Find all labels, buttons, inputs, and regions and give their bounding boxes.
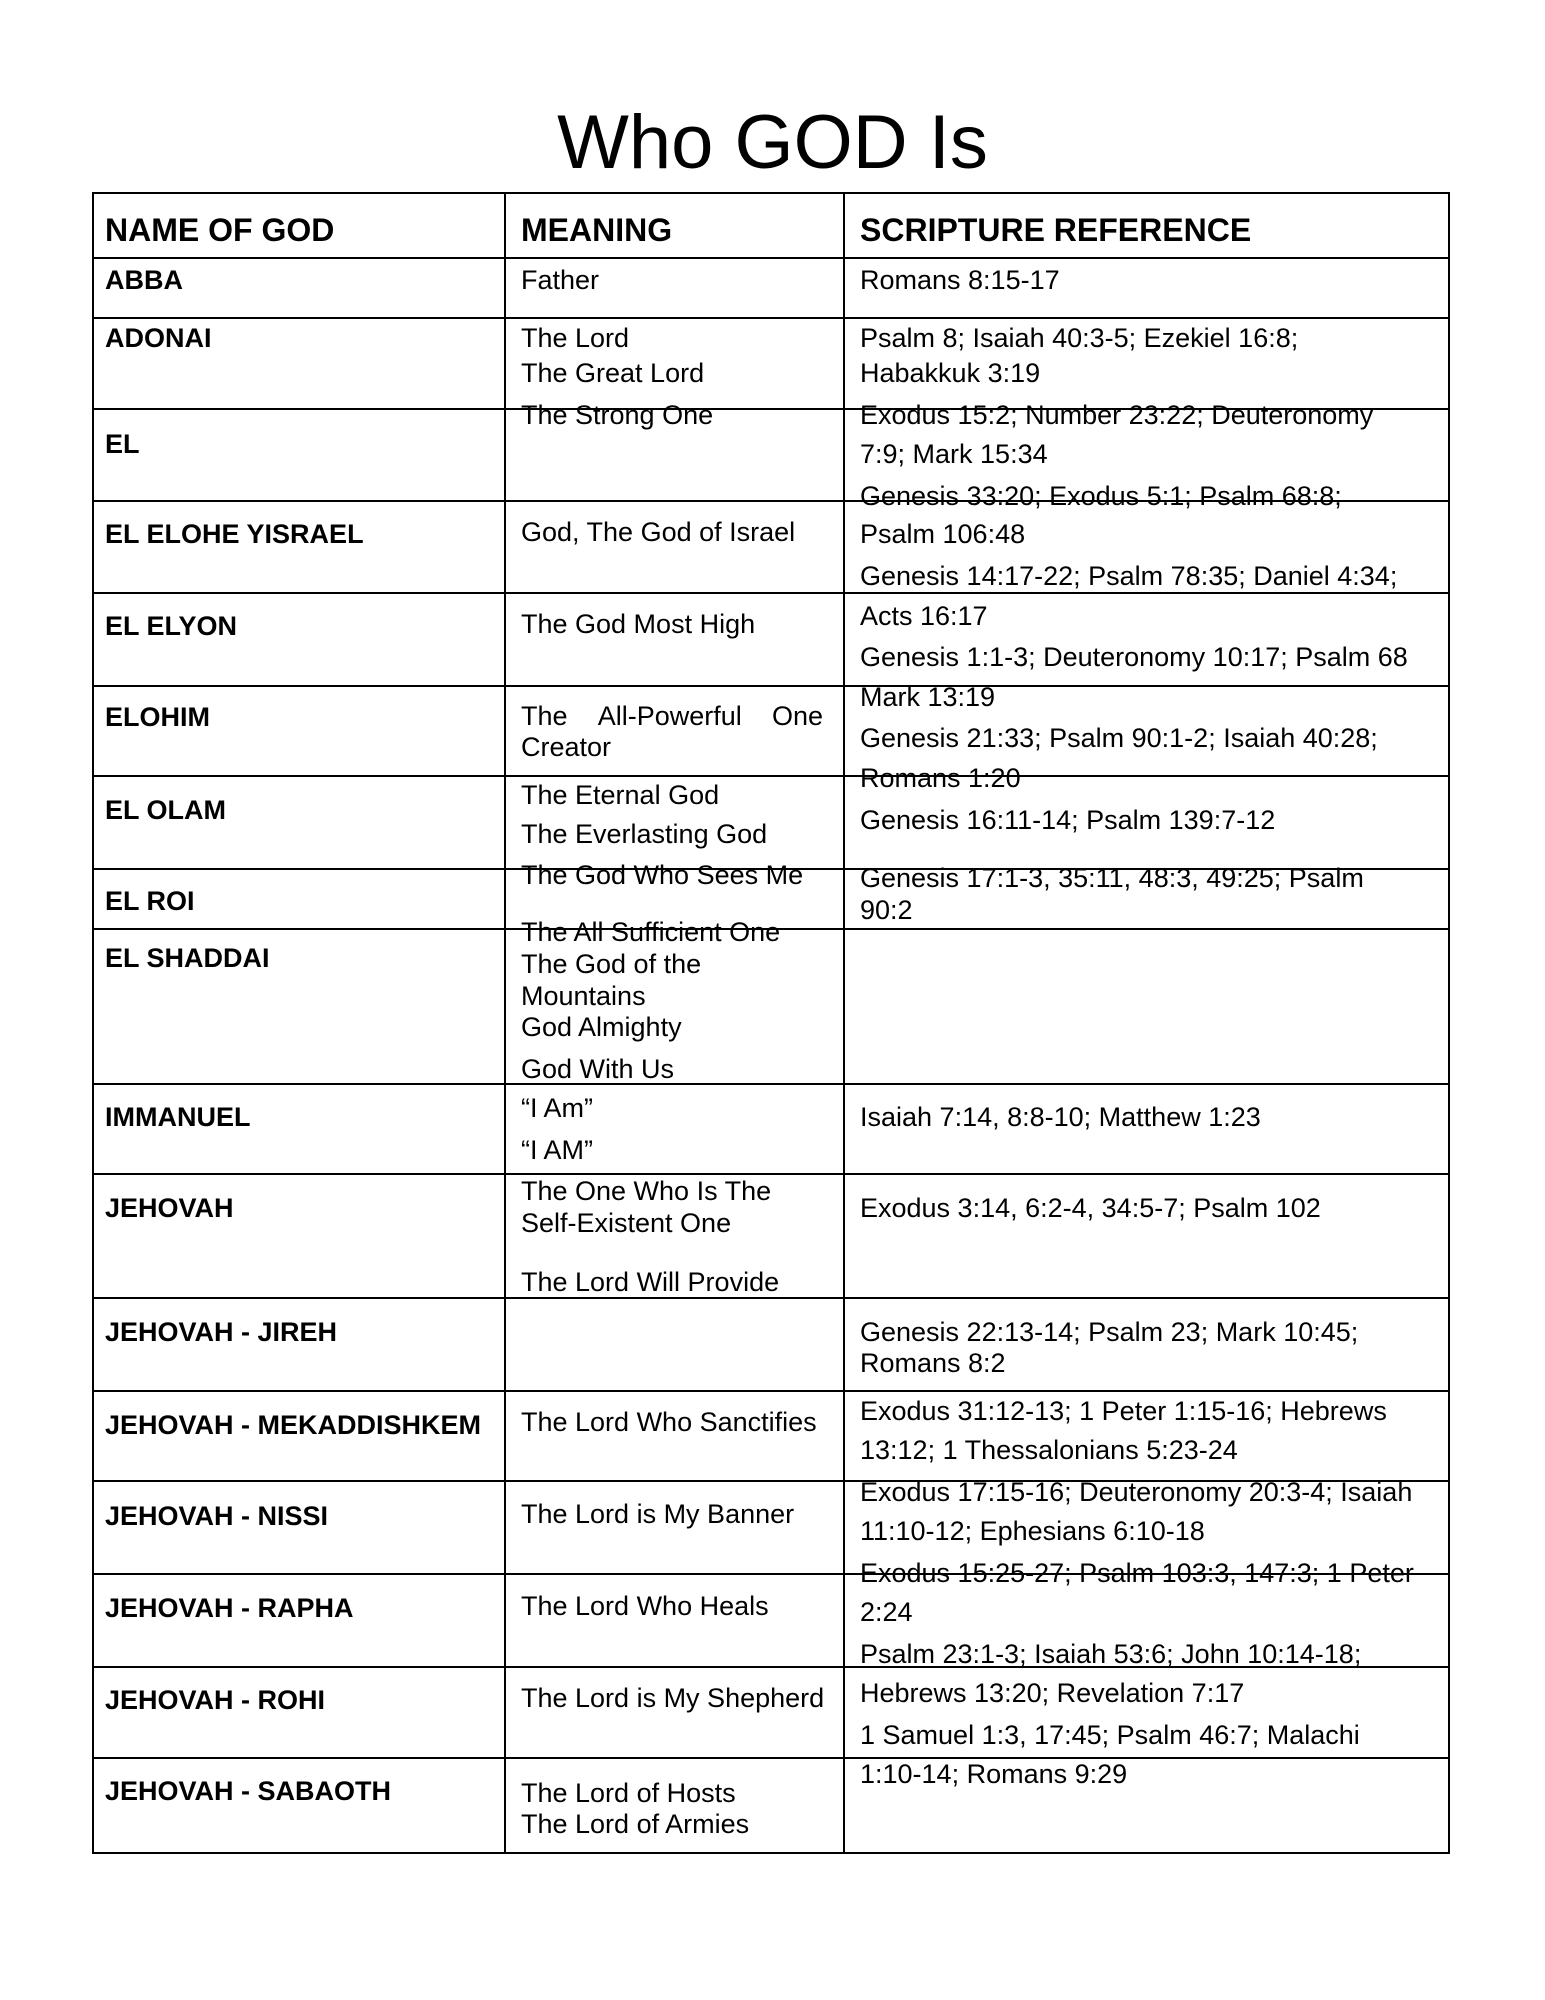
reference-text: 11:10-12; Ephesians 6:10-18 bbox=[860, 1516, 1205, 1546]
meaning-text: “I AM” bbox=[521, 1135, 593, 1165]
row-divider bbox=[92, 317, 1450, 319]
name-cell: ADONAI bbox=[105, 323, 212, 353]
name-cell: JEHOVAH - SABAOTH bbox=[105, 1776, 392, 1806]
meaning-text: The Lord of Hosts bbox=[521, 1778, 736, 1808]
reference-text: Isaiah 7:14, 8:8-10; Matthew 1:23 bbox=[860, 1102, 1261, 1132]
header-scripture-reference: SCRIPTURE REFERENCE bbox=[860, 212, 1252, 248]
meaning-text: The God of the bbox=[521, 949, 702, 979]
name-cell: EL ELYON bbox=[105, 611, 238, 641]
reference-text: Genesis 16:11-14; Psalm 139:7-12 bbox=[860, 805, 1276, 835]
meaning-text: Self-Existent One bbox=[521, 1208, 732, 1238]
column-divider bbox=[504, 192, 506, 1854]
row-divider bbox=[92, 775, 1450, 777]
name-cell: ELOHIM bbox=[105, 702, 210, 732]
header-name-of-god: NAME OF GOD bbox=[105, 212, 335, 248]
meaning-text: The Eternal God bbox=[521, 780, 720, 810]
row-divider bbox=[92, 257, 1450, 259]
meaning-text: The God Most High bbox=[521, 609, 756, 639]
row-divider bbox=[92, 685, 1450, 687]
row-divider bbox=[92, 592, 1450, 594]
reference-text: Exodus 3:14, 6:2-4, 34:5-7; Psalm 102 bbox=[860, 1193, 1321, 1223]
meaning-text: Creator bbox=[521, 732, 612, 762]
reference-text: Genesis 33:20; Exodus 5:1; Psalm 68:8; bbox=[860, 481, 1342, 511]
name-cell: ABBA bbox=[105, 265, 183, 295]
reference-text: Romans 8:2 bbox=[860, 1348, 1006, 1378]
reference-text: Exodus 31:12-13; 1 Peter 1:15-16; Hebrews bbox=[860, 1396, 1387, 1426]
reference-text: Genesis 22:13-14; Psalm 23; Mark 10:45; bbox=[860, 1317, 1359, 1347]
reference-text: 13:12; 1 Thessalonians 5:23-24 bbox=[860, 1435, 1238, 1465]
reference-text: Psalm 8; Isaiah 40:3-5; Ezekiel 16:8; bbox=[860, 323, 1299, 353]
reference-text: Romans 8:15-17 bbox=[860, 265, 1060, 295]
meaning-text: God With Us bbox=[521, 1054, 675, 1084]
meaning-text: The Lord Will Provide bbox=[521, 1267, 780, 1297]
meaning-text: The All Sufficient One bbox=[521, 917, 781, 947]
reference-text: Psalm 106:48 bbox=[860, 519, 1026, 549]
meaning-text: The Lord is My Banner bbox=[521, 1499, 795, 1529]
name-cell: EL SHADDAI bbox=[105, 943, 270, 973]
name-cell: JEHOVAH bbox=[105, 1193, 234, 1223]
name-cell: IMMANUEL bbox=[105, 1102, 251, 1132]
meaning-text: “I Am” bbox=[521, 1093, 593, 1123]
meaning-text: The Strong One bbox=[521, 400, 714, 430]
reference-text: Genesis 21:33; Psalm 90:1-2; Isaiah 40:28; bbox=[860, 723, 1378, 753]
reference-text: Mark 13:19 bbox=[860, 682, 996, 712]
meaning-text: The Lord Who Sanctifies bbox=[521, 1407, 817, 1437]
reference-text: 90:2 bbox=[860, 895, 913, 925]
name-cell: JEHOVAH - RAPHA bbox=[105, 1593, 354, 1623]
header-meaning: MEANING bbox=[521, 212, 673, 248]
meaning-word: The bbox=[521, 701, 568, 731]
name-cell: EL ROI bbox=[105, 886, 195, 916]
meaning-text: The God Who Sees Me bbox=[521, 860, 804, 890]
reference-text: Romans 1:20 bbox=[860, 763, 1021, 793]
meaning-text: God Almighty bbox=[521, 1012, 682, 1042]
meaning-text: God, The God of Israel bbox=[521, 517, 796, 547]
meaning-text: The Lord is My Shepherd bbox=[521, 1683, 825, 1713]
meaning-text: The Lord bbox=[521, 323, 630, 353]
name-cell: EL ELOHE YISRAEL bbox=[105, 519, 364, 549]
reference-text: Exodus 15:25-27; Psalm 103:3, 147:3; 1 Peter bbox=[860, 1558, 1414, 1588]
name-cell: EL OLAM bbox=[105, 795, 226, 825]
row-divider bbox=[92, 1083, 1450, 1085]
reference-text: Exodus 15:2; Number 23:22; Deuteronomy bbox=[860, 400, 1374, 430]
reference-text: Genesis 1:1-3; Deuteronomy 10:17; Psalm 68 bbox=[860, 642, 1408, 672]
reference-text: Habakkuk 3:19 bbox=[860, 358, 1041, 388]
reference-text: Psalm 23:1-3; Isaiah 53:6; John 10:14-18; bbox=[860, 1639, 1362, 1669]
meaning-text: The Lord of Armies bbox=[521, 1809, 750, 1839]
column-divider bbox=[843, 192, 845, 1854]
name-cell: JEHOVAH - NISSI bbox=[105, 1501, 329, 1531]
reference-text: 7:9; Mark 15:34 bbox=[860, 439, 1048, 469]
meaning-word: One bbox=[771, 701, 823, 731]
name-cell: JEHOVAH - MEKADDISHKEM bbox=[105, 1410, 482, 1440]
meaning-text: Father bbox=[521, 265, 600, 295]
meaning-text: The One Who Is The bbox=[521, 1176, 772, 1206]
reference-text: 1:10-14; Romans 9:29 bbox=[860, 1759, 1128, 1789]
reference-text: Genesis 14:17-22; Psalm 78:35; Daniel 4:34; bbox=[860, 561, 1398, 591]
reference-text: Genesis 17:1-3, 35:11, 48:3, 49:25; Psalm bbox=[860, 863, 1364, 893]
meaning-text: The Lord Who Heals bbox=[521, 1591, 769, 1621]
name-cell: EL bbox=[105, 429, 140, 459]
reference-text: 1 Samuel 1:3, 17:45; Psalm 46:7; Malachi bbox=[860, 1720, 1360, 1750]
meaning-justified-line bbox=[521, 700, 823, 732]
reference-text: 2:24 bbox=[860, 1597, 913, 1627]
name-cell: JEHOVAH - JIREH bbox=[105, 1317, 338, 1347]
row-divider bbox=[92, 1757, 1450, 1759]
reference-text: Acts 16:17 bbox=[860, 601, 988, 631]
page-title: Who GOD Is bbox=[557, 100, 988, 185]
meaning-text: The Everlasting God bbox=[521, 819, 768, 849]
reference-text: Exodus 17:15-16; Deuteronomy 20:3-4; Isaiah bbox=[860, 1477, 1413, 1507]
meaning-text: Mountains bbox=[521, 981, 646, 1011]
meaning-word: All-Powerful bbox=[597, 701, 742, 731]
meaning-text: The Great Lord bbox=[521, 358, 705, 388]
name-cell: JEHOVAH - ROHI bbox=[105, 1685, 326, 1715]
reference-text: Hebrews 13:20; Revelation 7:17 bbox=[860, 1678, 1245, 1708]
row-divider bbox=[92, 1390, 1450, 1392]
